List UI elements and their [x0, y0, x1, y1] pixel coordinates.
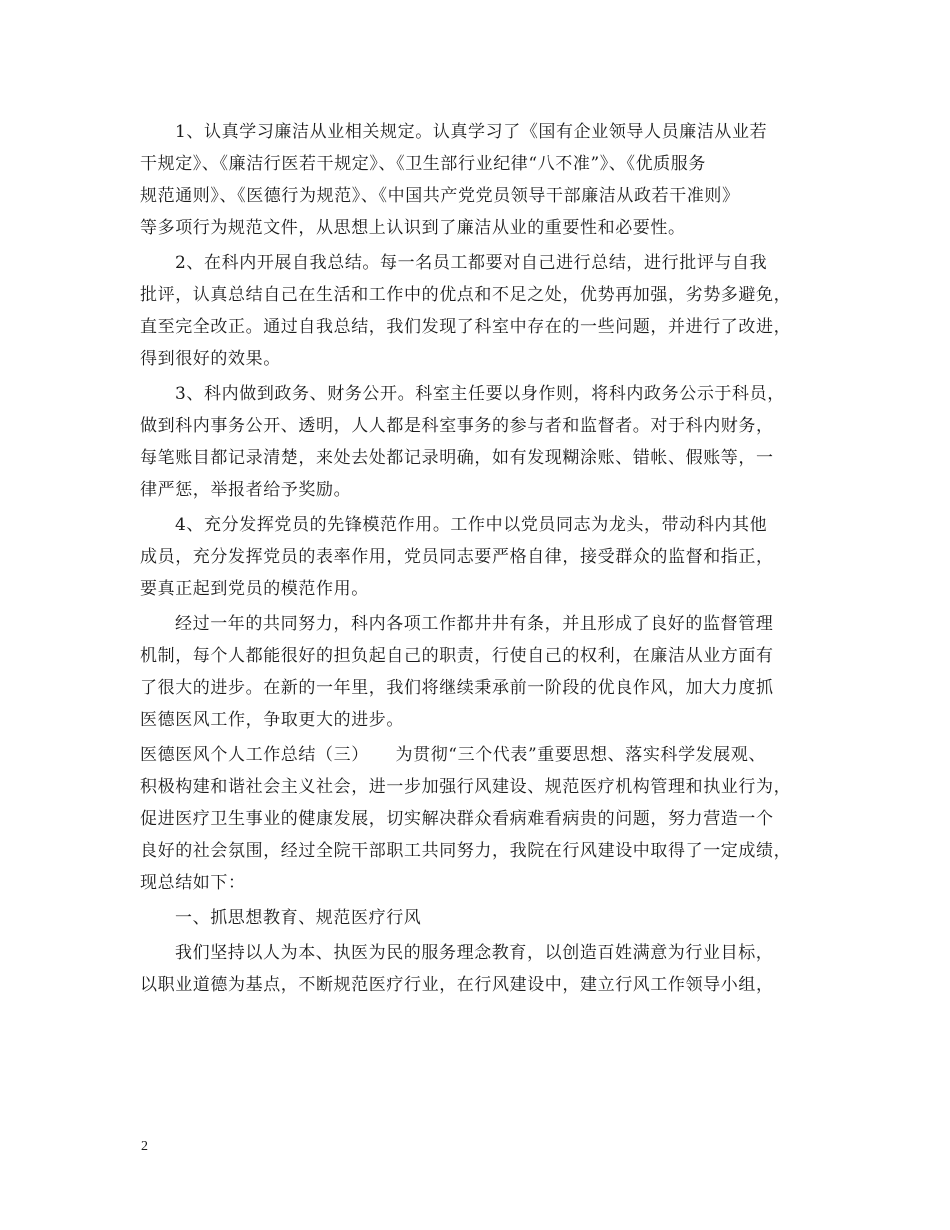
text-line: 一、抓思想教育、规范医疗行风 — [175, 908, 422, 928]
text-line: 成员，充分发挥党员的表率作用，党员同志要严格自律，接受群众的监督和指正， — [140, 547, 774, 567]
text-line: 3、科内做到政务、财务公开。科室主任要以身作则，将科内政务公示于科员， — [175, 384, 785, 404]
text-line: 等多项行为规范文件，从思想上认识到了廉洁从业的重要性和必要性。 — [140, 218, 686, 238]
page-number: 2 — [141, 1139, 148, 1154]
text-line: 以职业道德为基点，不断规范医疗行业，在行风建设中，建立行风工作领导小组， — [140, 975, 774, 995]
text-line: 我们坚持以人为本、执医为民的服务理念教育，以创造百姓满意为行业目标， — [175, 943, 774, 963]
text-line: 促进医疗卫生事业的健康发展，切实解决群众看病难看病贵的问题，努力营造一个 — [140, 809, 774, 829]
text-line: 经过一年的共同努力，科内各项工作都井井有条，并且形成了良好的监督管理 — [175, 614, 774, 634]
text-line: 要真正起到党员的模范作用。 — [140, 579, 369, 599]
text-line: 良好的社会氛围，经过全院干部职工共同努力，我院在行风建设中取得了一定成绩， — [140, 841, 792, 861]
text-line: 医德医风个人工作总结（三） 为贯彻“三个代表”重要思想、落实科学发展观、 — [140, 745, 767, 765]
text-line: 现总结如下： — [140, 873, 246, 893]
text-line: 2、在科内开展自我总结。每一名员工都要对自己进行总结，进行批评与自我 — [175, 253, 768, 273]
text-line: 积极构建和谐社会主义社会，进一步加强行风建设、规范医疗机构管理和执业行为， — [140, 777, 792, 797]
text-line: 医德医风工作，争取更大的进步。 — [140, 710, 404, 730]
text-line: 4、充分发挥党员的先锋模范作用。工作中以党员同志为龙头，带动科内其他 — [175, 515, 768, 535]
text-line: 批评，认真总结自己在生活和工作中的优点和不足之处，优势再加强，劣势多避免， — [140, 285, 792, 305]
text-line: 干规定》、《廉洁行医若干规定》、《卫生部行业纪律“八不准”》、《优质服务 — [140, 154, 706, 174]
text-line: 了很大的进步。在新的一年里，我们将继续秉承前一阶段的优良作风，加大力度抓 — [140, 678, 774, 698]
text-line: 1、认真学习廉洁从业相关规定。认真学习了《国有企业领导人员廉洁从业若 — [175, 122, 768, 142]
text-line: 机制，每个人都能很好的担负起自己的职责，行使自己的权利，在廉洁从业方面有 — [140, 646, 774, 666]
text-line: 做到科内事务公开、透明，人人都是科室事务的参与者和监督者。对于科内财务， — [140, 416, 774, 436]
text-line: 得到很好的效果。 — [140, 349, 281, 369]
text-line: 直至完全改正。通过自我总结，我们发现了科室中存在的一些问题，并进行了改进， — [140, 317, 792, 337]
text-line: 律严惩，举报者给予奖励。 — [140, 480, 352, 500]
text-line: 规范通则》、《医德行为规范》、《中国共产党党员领导干部廉洁从政若干准则》 — [140, 186, 740, 206]
text-line: 每笔账目都记录清楚，来处去处都记录明确，如有发现糊涂账、错帐、假账等，一 — [140, 448, 774, 468]
